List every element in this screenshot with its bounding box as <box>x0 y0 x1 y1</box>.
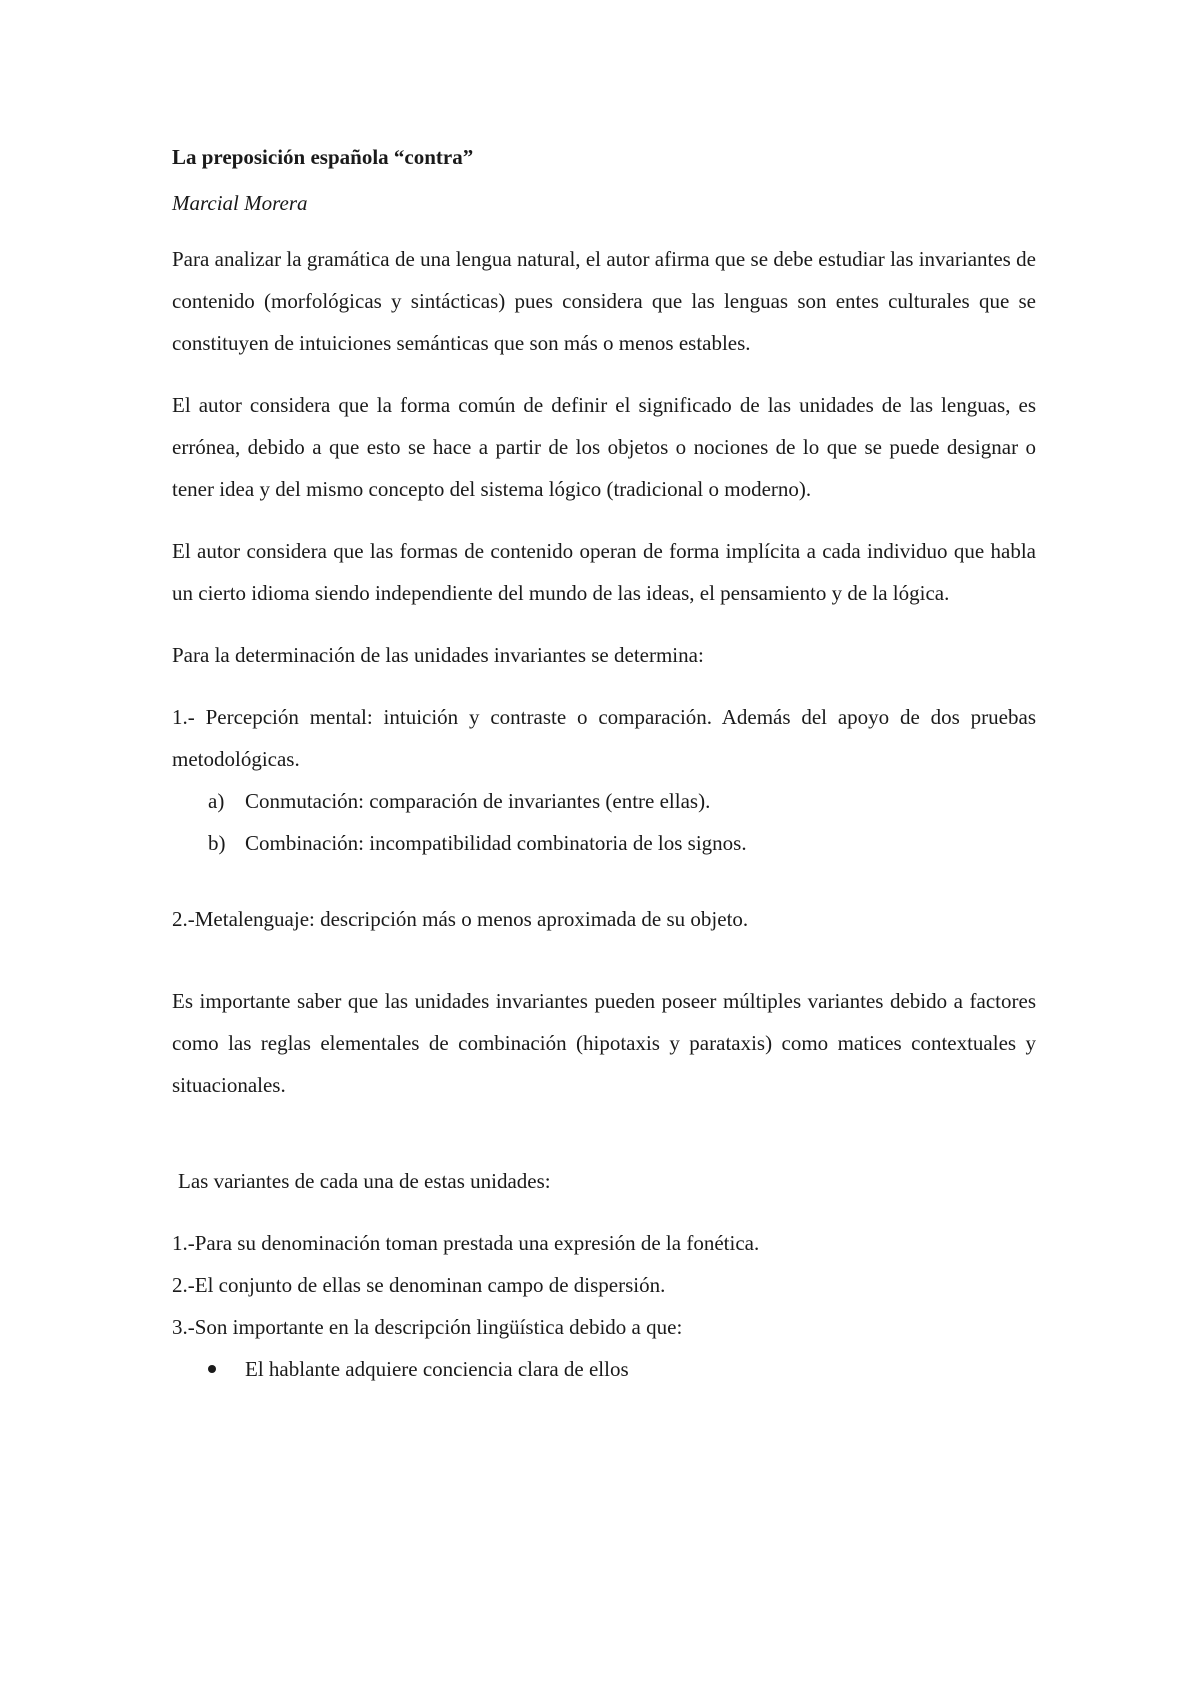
paragraph-5: 1.- Percepción mental: intuición y contraste o comparación. Además del apoyo de dos pruebas metodológicas. <box>172 705 1036 771</box>
bullet-item <box>172 1348 1036 1390</box>
paragraph-1: Para analizar la gramática de una lengua natural, el autor afirma que se debe estudiar las invariantes de contenido (morfológicas y sintácticas) pues considera que las lenguas son entes culturales que se constituyen de intuiciones semánticas que son más o menos estables. <box>172 247 1036 355</box>
paragraph-2: El autor considera que la forma común de definir el significado de las unidades de las lenguas, es errónea, debido a que esto se hace a partir de los objetos o nociones de lo que se puede designar o tener idea y del mismo concepto del sistema lógico (tradicional o moderno). <box>172 393 1036 501</box>
document-title: La preposición española “contra” <box>172 145 474 169</box>
spacer <box>172 1126 1036 1160</box>
list-marker: b) <box>208 831 226 855</box>
variants-item-1: 1.-Para su denominación toman prestada una expresión de la fonética. <box>172 1231 760 1255</box>
alpha-list <box>172 780 1036 864</box>
bullet-list <box>172 1348 1036 1390</box>
spacer <box>172 960 1036 980</box>
variants-item-3: 3.-Son importante en la descripción lingüística debido a que: <box>172 1315 683 1339</box>
variants-heading: Las variantes de cada una de estas unidades: <box>178 1169 551 1193</box>
spacer <box>172 864 1036 898</box>
document-body <box>172 140 1036 1390</box>
bullet-item-text: El hablante adquiere conciencia clara de ellos <box>245 1357 629 1381</box>
document-author: Marcial Morera <box>172 191 308 215</box>
importance-paragraph: Es importante saber que las unidades invariantes pueden poseer múltiples variantes debido a factores como las reglas elementales de combinación (hipotaxis y parataxis) como matices contextuales y situacionales. <box>172 989 1036 1097</box>
metalenguaje-item: 2.-Metalenguaje: descripción más o menos aproximada de su objeto. <box>172 907 749 931</box>
list-item-text: Combinación: incompatibilidad combinatoria de los signos. <box>245 831 747 855</box>
list-item <box>172 822 1036 864</box>
bullet-dot-icon <box>208 1365 216 1373</box>
paragraph-4: Para la determinación de las unidades invariantes se determina: <box>172 643 704 667</box>
variants-item-2: 2.-El conjunto de ellas se denominan campo de dispersión. <box>172 1273 666 1297</box>
list-item-text: Conmutación: comparación de invariantes (entre ellas). <box>245 789 711 813</box>
list-item <box>172 780 1036 822</box>
paragraph-3: El autor considera que las formas de contenido operan de forma implícita a cada individuo que habla un cierto idioma siendo independiente del mundo de las ideas, el pensamiento y de la lógica. <box>172 539 1036 605</box>
list-marker: a) <box>208 789 225 813</box>
